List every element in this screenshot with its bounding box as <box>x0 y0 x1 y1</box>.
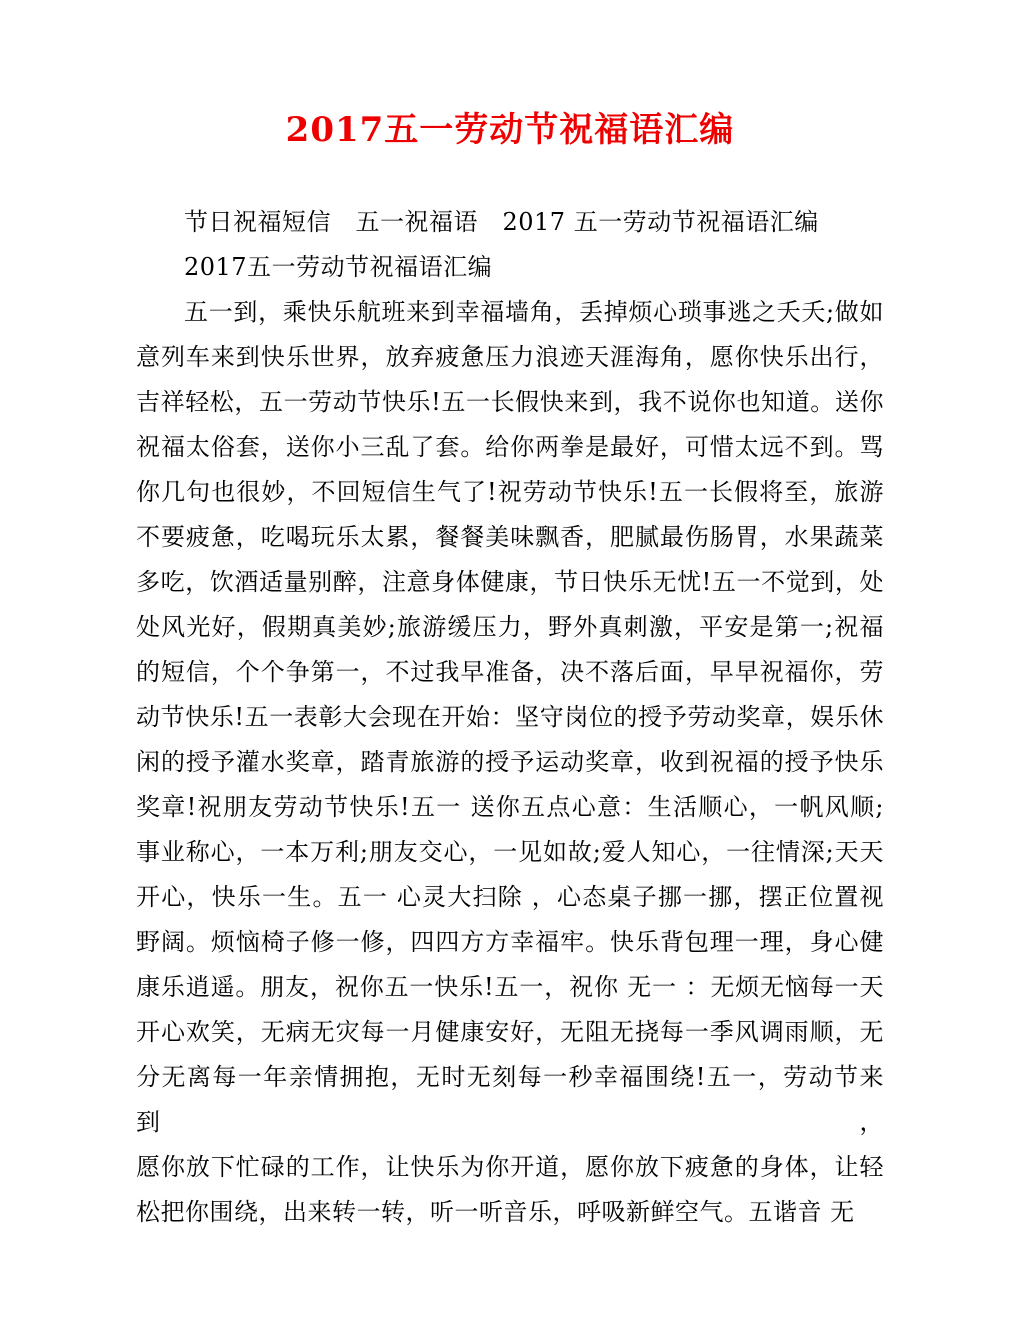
paragraph-line: 松把你围绕，出来转一转，听一听音乐，呼吸新鲜空气。五谐音 无 <box>136 1198 855 1226</box>
paragraph-line: 分无离每一年亲情拥抱，无时无刻每一秒幸福围绕!五一，劳动节来到， <box>136 1063 884 1136</box>
paragraph-line: 康乐逍遥。朋友，祝你五一快乐!五一，祝你 无一 ：无烦无恼每一天 <box>136 973 884 1001</box>
breadcrumb: 节日祝福短信 五一祝福语 2017 五一劳动节祝福语汇编 <box>184 208 819 236</box>
document-title: 2017五一劳动节祝福语汇编 <box>285 110 735 150</box>
paragraph-line: 你几句也很妙，不回短信生气了!祝劳动节快乐!五一长假将至，旅游 <box>136 478 884 506</box>
paragraph-line: 意列车来到快乐世界，放弃疲惫压力浪迹天涯海角，愿你快乐出行， <box>136 343 884 371</box>
paragraph-line: 的短信，个个争第一，不过我早准备，决不落后面，早早祝福你，劳 <box>136 658 884 686</box>
paragraph-line: 不要疲惫，吃喝玩乐太累，餐餐美味飘香，肥腻最伤肠胃，水果蔬菜 <box>136 523 884 551</box>
paragraph-line: 五一到，乘快乐航班来到幸福墙角，丢掉烦心琐事逃之夭夭;做如 <box>184 298 884 326</box>
paragraph-line: 吉祥轻松，五一劳动节快乐!五一长假快来到，我不说你也知道。送你 <box>136 388 884 416</box>
document-body <box>136 200 884 1235</box>
paragraph-line: 处风光好，假期真美妙;旅游缓压力，野外真刺激，平安是第一;祝福 <box>136 613 884 641</box>
paragraph-line: 事业称心，一本万利;朋友交心，一见如故;爱人知心，一往情深;天天 <box>136 838 884 866</box>
paragraph-line: 愿你放下忙碌的工作，让快乐为你开道，愿你放下疲惫的身体，让轻 <box>136 1153 884 1181</box>
paragraph-line: 祝福太俗套，送你小三乱了套。给你两拳是最好，可惜太远不到。骂 <box>136 433 884 461</box>
paragraph-line: 多吃，饮酒适量别醉，注意身体健康，节日快乐无忧!五一不觉到，处 <box>136 568 884 596</box>
paragraph-line: 开心欢笑，无病无灾每一月健康安好，无阻无挠每一季风调雨顺，无 <box>136 1018 884 1046</box>
paragraph-line: 奖章!祝朋友劳动节快乐!五一 送你五点心意：生活顺心，一帆风顺; <box>136 793 884 821</box>
paragraph-line: 闲的授予灌水奖章，踏青旅游的授予运动奖章，收到祝福的授予快乐 <box>136 748 884 776</box>
paragraph-line: 动节快乐!五一表彰大会现在开始：坚守岗位的授予劳动奖章，娱乐休 <box>136 703 884 731</box>
paragraph-line: 开心，快乐一生。五一 心灵大扫除 ，心态桌子挪一挪，摆正位置视 <box>136 883 884 911</box>
section-heading: 2017五一劳动节祝福语汇编 <box>184 253 493 281</box>
paragraph-line: 野阔。烦恼椅子修一修，四四方方幸福牢。快乐背包理一理，身心健 <box>136 928 884 956</box>
